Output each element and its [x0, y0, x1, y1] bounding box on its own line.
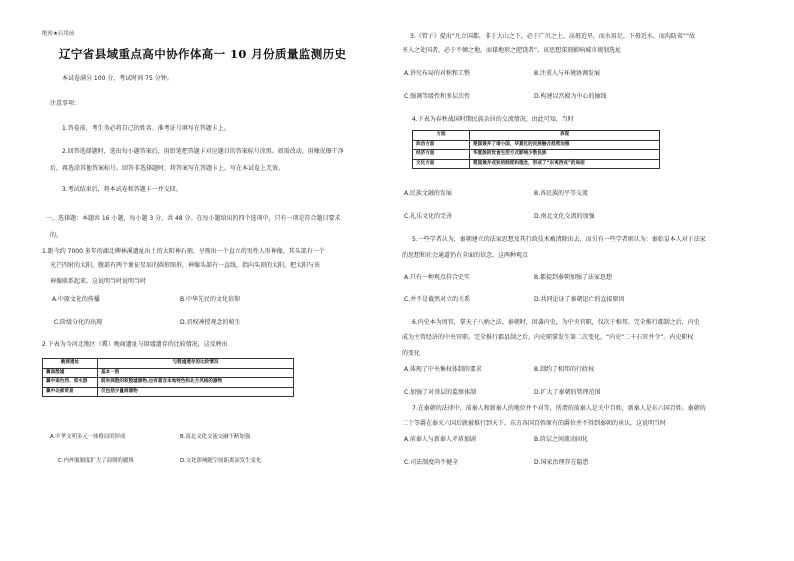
- q2-option-a[interactable]: A.中华文明多元一体格局的形成: [50, 434, 126, 440]
- q1-option-a[interactable]: A.中原文化的传播: [52, 296, 100, 303]
- q3-option-c[interactable]: C.强调等级性和多层次性: [404, 93, 471, 100]
- q4-option-d[interactable]: D.南北文化交流的加强: [534, 213, 595, 220]
- q5-stem-1: 5.一些学者认为，秦朝建立的法家思想及其行政技术被清除出去，而另有一些学者则认为：秦始皇本人对于法家: [412, 236, 706, 243]
- q1-option-c[interactable]: C.阶级分化的出现: [54, 319, 103, 326]
- q7-option-c[interactable]: C.司法制度尚不健全: [404, 459, 459, 466]
- q4-cell: 经济方面: [413, 150, 470, 160]
- q4-header-aspect: 方面: [413, 131, 470, 141]
- q2-cell: 基本一致: [98, 368, 294, 378]
- table-row: [43, 378, 294, 388]
- q2-cell: 既有商殷的较殷墟器物,也有富含本地特色和北方风格的器物: [98, 378, 294, 388]
- q4-cell: 楚国兼并了诸小国，华夏化的民族融合趋势加强: [470, 140, 660, 150]
- q2-option-b[interactable]: B.南北文化交流交融不断加强: [180, 434, 251, 440]
- note-2a: 2.回答选择题时，选出每小题答案后，用铅笔把答题卡对应题目的答案标号涂黑。如需改动，用橡皮擦干净: [62, 148, 344, 155]
- q3-stem-2: 圣人之处国者，必于不倾之地，而择地形之肥饶者”。该思想深刻影响城市规划选址: [402, 47, 622, 54]
- note-2b: 后，再选涂其他答案标号。回答非选择题时，将答案写在答题卡上。写在本试卷上无效。: [50, 165, 285, 172]
- q6-stem-3: 的变化: [402, 350, 421, 357]
- q7-stem-1: 7.在秦朝的法律中，前秦人和新秦人的地位并不对等，所谓的前秦人是关中百姓，新秦人是东六国百姓。秦朝的: [412, 405, 706, 412]
- q6-stem-1: 6.内史本为周官，掌天子八柄之法。秦朝时，因袭内史，为中央官职，仅次于相邦。完全推行郡制之后，内史: [412, 319, 700, 326]
- table-row: [43, 368, 294, 378]
- q4-option-a[interactable]: A.民族文融的发展: [404, 190, 452, 197]
- q7-option-a[interactable]: A.前秦人与新秦人矛盾加剧: [404, 436, 476, 443]
- q6-option-c[interactable]: C.加强了对基层的监察体制: [404, 389, 477, 396]
- table-row: [413, 159, 660, 169]
- q6-option-a[interactable]: A.体现了中央集权体制的要求: [404, 366, 482, 373]
- section-heading-line1: 一、选择题：本题共 16 小题，每小题 3 分，共 48 分。在每小题给出的四个选项中，只有一项是符合题目要求: [46, 215, 341, 222]
- q2-header-compare: 与殷墟遗存的比较情况: [98, 359, 294, 369]
- q4-option-b[interactable]: B.各民族的平等交流: [534, 190, 589, 197]
- q4-option-c[interactable]: C.礼乐文化的完善: [404, 213, 453, 220]
- table-row: [43, 387, 294, 397]
- q5-option-c[interactable]: C.并不是截然对立的关系: [404, 296, 471, 303]
- q1-stem-1: 1.距今约 7000 多年的湖北柳林溪遗址出土的太阳神石刻，呈现出一个直立的男性人形神像，其头部有一个: [42, 248, 325, 255]
- page-title: 辽宁省县域重点高中协作体高一 10 月份质量监测历史: [59, 47, 347, 61]
- section-heading-line2: 的。: [50, 232, 63, 239]
- q4-header-detail: 表现: [470, 131, 660, 141]
- q3-option-b[interactable]: B.注重人与环境协调发展: [534, 70, 601, 77]
- q1-option-b[interactable]: B.中华先民的文化信仰: [180, 296, 241, 303]
- q1-stem-3: 神像联系起来。这说明当时说明当时: [50, 278, 147, 285]
- q7-option-b[interactable]: B.阶层之间流动固化: [534, 436, 589, 443]
- q2-stem: 2.下表为今河北地区（冀）晚商遗址与殷墟遗存的比较情况，这反映出: [42, 341, 228, 348]
- table-row: [413, 140, 660, 150]
- q2-header-site: 晚商遗址: [43, 359, 98, 369]
- q5-option-d[interactable]: D.共同论证了秦朝迅亡的直接原因: [534, 296, 625, 303]
- q4-cell: 政治方面: [413, 140, 470, 150]
- q6-stem-2: 成为主管经济的中央官职。完全推行郡县制之后，内史职掌发生第二次变化。“内史”二千石官并令”。内史职权: [402, 334, 694, 341]
- q3-stem-1: 3.《管子》提出“凡立国都，非于大山之下，必于广川之上，高毋近旱，而水用足。下毋近水，而沟防省”“故: [410, 33, 696, 40]
- note-1: 1.答卷前，考生务必将自己的姓名、准考证号填写在答题卡上。: [62, 125, 230, 132]
- secret-label: 绝密★启用前: [42, 31, 75, 37]
- q6-option-b[interactable]: B.制约了相邦的行政权: [534, 366, 595, 373]
- q2-option-c[interactable]: C.内外服制度扩大了商朝的疆域: [58, 458, 134, 464]
- q5-option-b[interactable]: B.都提到秦朝加强了法家思想: [534, 274, 613, 281]
- q3-option-a[interactable]: A.讲究布局的对称和工整: [404, 70, 470, 77]
- q3-option-d[interactable]: D.构建以宫殿为中心的轴线: [534, 93, 607, 100]
- q4-cell: 华夏族的饮食生活方式影响少数民族: [470, 150, 660, 160]
- q2-table: [42, 358, 294, 397]
- q2-cell: 仅包括少量商器物: [98, 387, 294, 397]
- q5-stem-2: 的思想和社会通道仍有全面的信念，这两种观点: [402, 252, 529, 259]
- table-row: [413, 150, 660, 160]
- q4-table: [412, 130, 660, 169]
- q4-cell: 文化方面: [413, 159, 470, 169]
- q1-option-d[interactable]: D.君权神授观念的萌生: [180, 319, 241, 326]
- q7-stem-2: 二十等爵在秦灭六国后就被推行到天下，东方各国百姓原有的爵位并不得到秦朝的承认，这说明当时: [402, 420, 667, 427]
- q6-option-d[interactable]: D.扩大了秦朝的管理范围: [534, 389, 601, 396]
- q7-option-d[interactable]: D.国家治理存在隐患: [534, 459, 589, 466]
- q2-cell: 冀中北部贸易: [43, 387, 98, 397]
- q1-stem-2: 光芒四射的太阳，腹部有两个象征星辰的圆形图形，神像头部有一直线，指向头顶的太阳，把太阳与该: [50, 262, 321, 269]
- q4-cell: 楚国兼并戎狄的制度和理念，形成了“东夷西戎”的局面: [470, 159, 660, 169]
- notice-title: 注意事项：: [50, 100, 81, 107]
- score-line: 本试卷满分 100 分，考试时间 75 分钟。: [62, 75, 173, 82]
- q5-option-a[interactable]: A.只有一种观点符合史实: [404, 274, 470, 281]
- q4-stem: 4.下表为春秋战国时期民族杂居的交流情况，由此可知，当时: [412, 116, 574, 123]
- q2-option-d[interactable]: D.文化影响随空间距离而发生变化: [180, 458, 262, 464]
- q2-cell: 冀南殷墟: [43, 368, 98, 378]
- q2-cell: 冀中南台西、邢水游: [43, 378, 98, 388]
- note-3: 3.考试结束后，将本试卷和答题卡一并交回。: [62, 186, 182, 193]
